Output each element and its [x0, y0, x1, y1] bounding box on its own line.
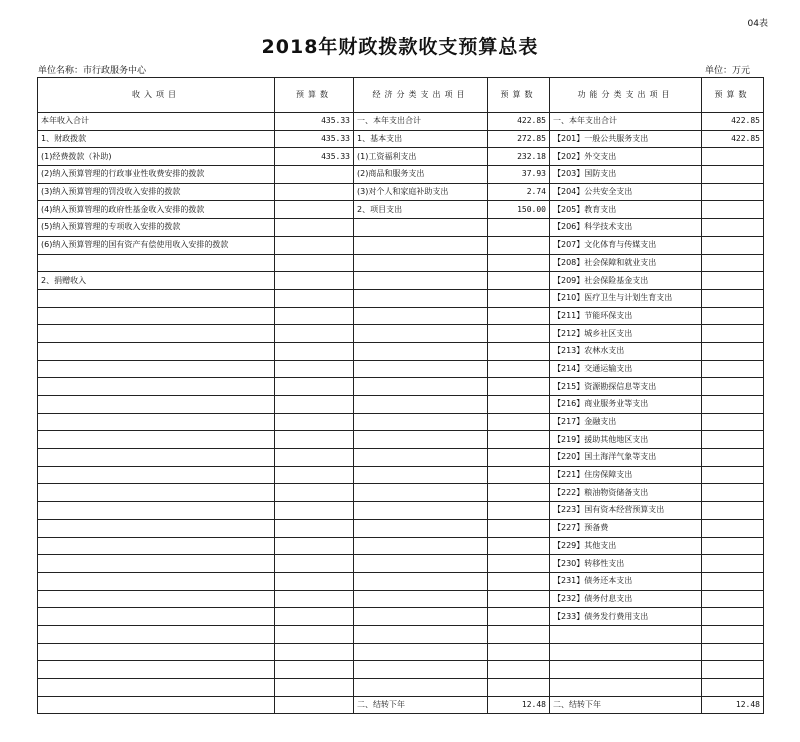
table-row	[38, 378, 764, 396]
cell-economic-budget: 272.85	[488, 130, 550, 148]
table-row	[38, 484, 764, 502]
cell-economic-item	[354, 502, 488, 520]
cell-economic-item	[354, 643, 488, 661]
cell-economic-budget	[488, 519, 550, 537]
cell-income-item	[38, 466, 275, 484]
cell-income-item: (5)纳入预算管理的专项收入安排的拨款	[38, 219, 275, 237]
header-economic-item: 经济分类支出项目	[354, 78, 488, 113]
cell-economic-budget	[488, 342, 550, 360]
cell-income-item	[38, 413, 275, 431]
cell-economic-budget	[488, 555, 550, 573]
table-row	[38, 289, 764, 307]
table-row	[38, 148, 764, 166]
cell-functional-budget	[702, 342, 764, 360]
cell-functional-item: 【201】一般公共服务支出	[550, 130, 702, 148]
cell-income-item: (6)纳入预算管理的国有资产有偿使用收入安排的拨款	[38, 236, 275, 254]
cell-functional-budget	[702, 537, 764, 555]
cell-functional-item: 【227】预备费	[550, 519, 702, 537]
cell-functional-budget	[702, 307, 764, 325]
cell-income-budget	[275, 537, 354, 555]
cell-functional-budget	[702, 378, 764, 396]
cell-economic-item	[354, 307, 488, 325]
cell-income-item: (1)经费拨款（补助)	[38, 148, 275, 166]
cell-income-item	[38, 643, 275, 661]
cell-economic-item	[354, 236, 488, 254]
cell-functional-budget	[702, 396, 764, 414]
cell-economic-item	[354, 413, 488, 431]
table-row	[38, 537, 764, 555]
cell-functional-item: 【204】公共安全支出	[550, 183, 702, 201]
cell-functional-budget	[702, 431, 764, 449]
cell-economic-budget	[488, 272, 550, 290]
header-income-item: 收入项目	[38, 78, 275, 113]
cell-economic-item	[354, 325, 488, 343]
cell-income-item	[38, 608, 275, 626]
cell-income-item	[38, 484, 275, 502]
cell-income-budget: 435.33	[275, 130, 354, 148]
budget-table	[37, 77, 764, 714]
cell-economic-item	[354, 608, 488, 626]
table-row	[38, 342, 764, 360]
cell-income-item	[38, 396, 275, 414]
cell-income-item	[38, 378, 275, 396]
cell-functional-item: 【210】医疗卫生与计划生育支出	[550, 289, 702, 307]
cell-economic-budget	[488, 449, 550, 467]
table-row	[38, 679, 764, 697]
cell-functional-item: 【220】国土海洋气象等支出	[550, 449, 702, 467]
table-row	[38, 236, 764, 254]
cell-income-item: 1、财政拨款	[38, 130, 275, 148]
cell-economic-item: (3)对个人和家庭补助支出	[354, 183, 488, 201]
cell-functional-item: 【209】社会保险基金支出	[550, 272, 702, 290]
cell-functional-budget	[702, 679, 764, 697]
cell-functional-budget	[702, 608, 764, 626]
cell-functional-budget	[702, 201, 764, 219]
cell-functional-item: 【232】债务付息支出	[550, 590, 702, 608]
table-row	[38, 590, 764, 608]
cell-functional-item: 【207】文化体育与传媒支出	[550, 236, 702, 254]
cell-economic-budget	[488, 307, 550, 325]
header-income-budget: 预算数	[275, 78, 354, 113]
cell-functional-budget: 12.48	[702, 696, 764, 714]
cell-economic-budget	[488, 537, 550, 555]
cell-income-budget	[275, 183, 354, 201]
cell-economic-budget	[488, 254, 550, 272]
cell-functional-item: 【206】科学技术支出	[550, 219, 702, 237]
cell-income-item	[38, 342, 275, 360]
cell-functional-item: 【219】援助其他地区支出	[550, 431, 702, 449]
cell-economic-item	[354, 360, 488, 378]
cell-functional-item: 【222】粮油物资储备支出	[550, 484, 702, 502]
cell-economic-item	[354, 272, 488, 290]
header-functional-item: 功能分类支出项目	[550, 78, 702, 113]
cell-functional-item	[550, 625, 702, 643]
table-row	[38, 519, 764, 537]
cell-income-budget: 435.33	[275, 148, 354, 166]
cell-functional-budget	[702, 236, 764, 254]
cell-functional-budget	[702, 555, 764, 573]
header-functional-budget: 预算数	[702, 78, 764, 113]
cell-income-item	[38, 537, 275, 555]
cell-economic-item: 2、项目支出	[354, 201, 488, 219]
cell-functional-item: 【230】转移性支出	[550, 555, 702, 573]
cell-income-budget	[275, 661, 354, 679]
cell-functional-item: 【213】农林水支出	[550, 342, 702, 360]
table-row	[38, 555, 764, 573]
cell-functional-budget	[702, 590, 764, 608]
cell-income-budget	[275, 325, 354, 343]
cell-functional-budget	[702, 466, 764, 484]
cell-income-budget	[275, 555, 354, 573]
cell-income-budget	[275, 572, 354, 590]
cell-functional-budget	[702, 325, 764, 343]
cell-economic-item	[354, 342, 488, 360]
cell-economic-item	[354, 219, 488, 237]
cell-income-budget	[275, 289, 354, 307]
cell-income-item	[38, 431, 275, 449]
cell-functional-budget	[702, 519, 764, 537]
cell-economic-item	[354, 289, 488, 307]
cell-functional-item	[550, 679, 702, 697]
cell-functional-item: 【203】国防支出	[550, 166, 702, 184]
cell-functional-budget	[702, 254, 764, 272]
cell-functional-item: 【229】其他支出	[550, 537, 702, 555]
cell-income-budget	[275, 236, 354, 254]
cell-functional-budget	[702, 183, 764, 201]
table-row	[38, 431, 764, 449]
cell-economic-item	[354, 396, 488, 414]
cell-income-item: (2)纳入预算管理的行政事业性收费安排的拨款	[38, 166, 275, 184]
table-row	[38, 608, 764, 626]
cell-income-budget	[275, 378, 354, 396]
cell-economic-item	[354, 449, 488, 467]
cell-functional-item: 【217】金融支出	[550, 413, 702, 431]
table-row	[38, 130, 764, 148]
cell-income-item: (4)纳入预算管理的政府性基金收入安排的拨款	[38, 201, 275, 219]
cell-functional-budget	[702, 413, 764, 431]
cell-economic-budget	[488, 608, 550, 626]
cell-economic-budget: 12.48	[488, 696, 550, 714]
cell-functional-item: 【216】商业服务业等支出	[550, 396, 702, 414]
cell-functional-budget	[702, 360, 764, 378]
cell-income-item	[38, 679, 275, 697]
cell-economic-budget	[488, 396, 550, 414]
cell-economic-item	[354, 431, 488, 449]
cell-economic-budget	[488, 484, 550, 502]
table-row	[38, 113, 764, 131]
cell-economic-item	[354, 537, 488, 555]
cell-economic-budget	[488, 590, 550, 608]
cell-functional-item: 【211】节能环保支出	[550, 307, 702, 325]
table-row	[38, 572, 764, 590]
cell-income-budget	[275, 502, 354, 520]
cell-economic-item: 1、基本支出	[354, 130, 488, 148]
table-row	[38, 449, 764, 467]
cell-functional-budget	[702, 643, 764, 661]
cell-economic-budget	[488, 360, 550, 378]
cell-economic-budget	[488, 572, 550, 590]
cell-functional-item	[550, 643, 702, 661]
cell-economic-budget	[488, 236, 550, 254]
table-row	[38, 325, 764, 343]
table-row	[38, 396, 764, 414]
cell-functional-item: 【212】城乡社区支出	[550, 325, 702, 343]
cell-functional-item: 【205】教育支出	[550, 201, 702, 219]
cell-economic-item: (2)商品和服务支出	[354, 166, 488, 184]
cell-income-item	[38, 307, 275, 325]
table-row	[38, 254, 764, 272]
cell-income-budget	[275, 696, 354, 714]
header-economic-budget: 预算数	[488, 78, 550, 113]
cell-income-budget	[275, 219, 354, 237]
cell-functional-item: 一、本年支出合计	[550, 113, 702, 131]
cell-income-item	[38, 360, 275, 378]
cell-economic-item	[354, 484, 488, 502]
cell-income-item	[38, 555, 275, 573]
cell-income-item	[38, 519, 275, 537]
cell-functional-budget	[702, 484, 764, 502]
cell-functional-item: 【215】资源勘探信息等支出	[550, 378, 702, 396]
cell-functional-item: 【208】社会保障和就业支出	[550, 254, 702, 272]
cell-income-budget	[275, 166, 354, 184]
cell-income-item	[38, 289, 275, 307]
cell-income-item	[38, 572, 275, 590]
cell-economic-budget	[488, 289, 550, 307]
cell-income-item	[38, 661, 275, 679]
cell-functional-item	[550, 661, 702, 679]
cell-economic-item: 一、本年支出合计	[354, 113, 488, 131]
cell-income-budget	[275, 413, 354, 431]
cell-functional-budget	[702, 502, 764, 520]
cell-income-item	[38, 696, 275, 714]
cell-economic-budget: 2.74	[488, 183, 550, 201]
cell-functional-item: 【231】债务还本支出	[550, 572, 702, 590]
cell-income-item	[38, 325, 275, 343]
cell-economic-budget: 232.18	[488, 148, 550, 166]
cell-income-item	[38, 590, 275, 608]
cell-economic-item	[354, 254, 488, 272]
cell-income-budget	[275, 625, 354, 643]
cell-income-budget	[275, 643, 354, 661]
cell-economic-item	[354, 519, 488, 537]
cell-income-item: 本年收入合计	[38, 113, 275, 131]
table-row	[38, 466, 764, 484]
cell-functional-item: 【214】交通运输支出	[550, 360, 702, 378]
cell-functional-budget: 422.85	[702, 130, 764, 148]
cell-economic-budget	[488, 679, 550, 697]
cell-income-budget	[275, 466, 354, 484]
cell-economic-item	[354, 661, 488, 679]
cell-income-budget	[275, 431, 354, 449]
cell-income-budget	[275, 679, 354, 697]
cell-economic-budget	[488, 502, 550, 520]
cell-income-budget	[275, 360, 354, 378]
cell-functional-budget	[702, 625, 764, 643]
cell-economic-budget	[488, 431, 550, 449]
cell-economic-item	[354, 572, 488, 590]
cell-income-item: (3)纳入预算管理的罚没收入安排的拨款	[38, 183, 275, 201]
cell-economic-item	[354, 679, 488, 697]
cell-functional-item: 【233】债务发行费用支出	[550, 608, 702, 626]
cell-income-budget	[275, 272, 354, 290]
cell-income-budget	[275, 590, 354, 608]
table-row	[38, 661, 764, 679]
table-row	[38, 696, 764, 714]
cell-economic-budget	[488, 378, 550, 396]
cell-economic-budget	[488, 325, 550, 343]
cell-economic-budget	[488, 625, 550, 643]
cell-functional-item: 【223】国有资本经营预算支出	[550, 502, 702, 520]
cell-economic-budget	[488, 643, 550, 661]
cell-economic-budget: 150.00	[488, 201, 550, 219]
cell-functional-item: 【221】住房保障支出	[550, 466, 702, 484]
cell-income-budget	[275, 396, 354, 414]
cell-income-item	[38, 502, 275, 520]
cell-functional-budget	[702, 449, 764, 467]
table-row	[38, 307, 764, 325]
cell-income-item: 2、捐赠收入	[38, 272, 275, 290]
cell-income-item	[38, 625, 275, 643]
table-row	[38, 413, 764, 431]
cell-income-budget	[275, 254, 354, 272]
cell-functional-budget	[702, 219, 764, 237]
table-header-row	[38, 78, 764, 113]
cell-functional-budget	[702, 572, 764, 590]
cell-income-budget	[275, 484, 354, 502]
unit-name: 单位名称：市行政服务中心	[38, 66, 147, 76]
cell-income-budget	[275, 519, 354, 537]
page-title: 2018年财政拨款收支预算总表	[261, 36, 539, 58]
cell-income-budget	[275, 342, 354, 360]
table-row	[38, 643, 764, 661]
cell-functional-item: 【202】外交支出	[550, 148, 702, 166]
cell-economic-budget: 422.85	[488, 113, 550, 131]
table-row	[38, 201, 764, 219]
cell-functional-budget	[702, 166, 764, 184]
cell-economic-item	[354, 555, 488, 573]
table-row	[38, 166, 764, 184]
cell-functional-budget	[702, 289, 764, 307]
cell-income-budget: 435.33	[275, 113, 354, 131]
cell-economic-budget	[488, 466, 550, 484]
cell-economic-item	[354, 590, 488, 608]
cell-functional-item: 二、结转下年	[550, 696, 702, 714]
cell-income-budget	[275, 608, 354, 626]
cell-income-item	[38, 254, 275, 272]
cell-functional-budget: 422.85	[702, 113, 764, 131]
cell-functional-budget	[702, 148, 764, 166]
cell-functional-budget	[702, 661, 764, 679]
cell-income-budget	[275, 201, 354, 219]
table-row	[38, 502, 764, 520]
currency-unit: 单位：万元	[704, 66, 750, 76]
cell-economic-budget: 37.93	[488, 166, 550, 184]
cell-income-budget	[275, 449, 354, 467]
cell-functional-budget	[702, 272, 764, 290]
cell-economic-item: 二、结转下年	[354, 696, 488, 714]
table-row	[38, 183, 764, 201]
cell-economic-budget	[488, 219, 550, 237]
cell-economic-item	[354, 466, 488, 484]
table-row	[38, 272, 764, 290]
table-row	[38, 360, 764, 378]
cell-economic-item: (1)工资福利支出	[354, 148, 488, 166]
form-number: 04表	[747, 19, 768, 29]
cell-economic-budget	[488, 661, 550, 679]
table-row	[38, 219, 764, 237]
cell-income-item	[38, 449, 275, 467]
cell-income-budget	[275, 307, 354, 325]
table-row	[38, 625, 764, 643]
cell-economic-item	[354, 378, 488, 396]
cell-economic-item	[354, 625, 488, 643]
cell-economic-budget	[488, 413, 550, 431]
